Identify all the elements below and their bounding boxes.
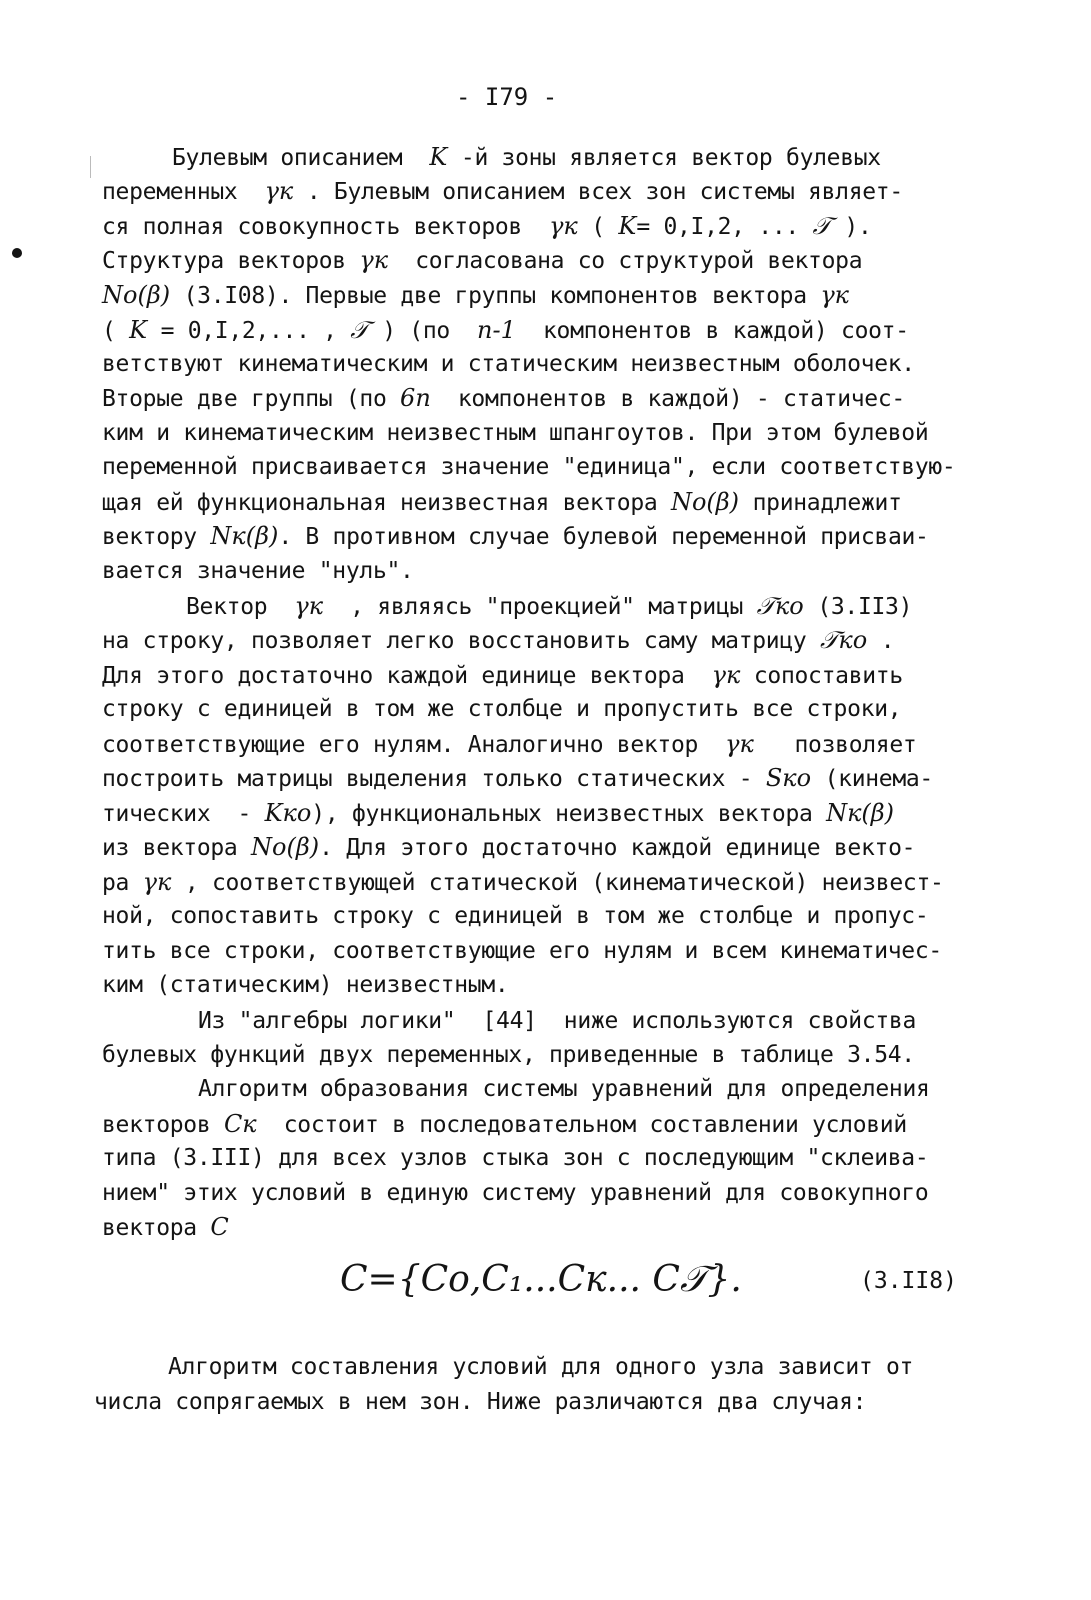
handwritten-symbol: γк (142, 868, 172, 896)
handwritten-symbol: C (210, 1213, 229, 1241)
text-line (102, 450, 955, 484)
text-line (102, 899, 928, 933)
text-run: строку с единицей в том же столбце и пропустить все строки, (102, 696, 902, 722)
text-line (102, 243, 862, 278)
text-run: Булевым описанием (172, 145, 430, 171)
text-line (102, 968, 508, 1002)
text-run: Вторые две группы (по (102, 386, 401, 412)
text-run: тических - (102, 801, 265, 827)
text-run: позволяет (753, 732, 917, 758)
text-line (102, 796, 894, 831)
text-line (102, 1038, 915, 1072)
text-run: Алгоритм составления условий для одного узла зависит от (168, 1354, 914, 1380)
text-run: ким (статическим) неизвестным. (102, 972, 509, 998)
text-line (94, 1385, 866, 1419)
handwritten-symbol: Sко (765, 764, 812, 792)
text-run: на строку, позволяет легко восстановить саму матрицу (102, 628, 821, 654)
text-run: состоит в последовательном составлении условий (256, 1112, 907, 1138)
text-run: ветствуют кинематическим и статическим неизвестным оболочек. (102, 351, 915, 377)
handwritten-symbol: Nо(β) (251, 833, 320, 861)
handwritten-symbol: n-1 (477, 316, 516, 344)
page-number: - I79 - (456, 83, 558, 111)
text-run: тить все строки, соответствующие его нулям и всем кинематичес- (102, 938, 942, 964)
text-run: компонентов в каждой) соот- (515, 318, 909, 344)
text-run: . (867, 628, 895, 654)
text-run: переменной присваивается значение "единица", если соответствую- (102, 454, 956, 480)
text-run: ). (830, 214, 872, 240)
text-run: ниже используются свойства (536, 1008, 917, 1034)
handwritten-symbol: Nо(β) (670, 488, 740, 516)
text-line (102, 381, 905, 416)
text-run: щая ей функциональная неизвестная вектора (102, 490, 671, 516)
handwritten-symbol: 𝒯ко (820, 626, 868, 654)
handwritten-symbol: Nк(β) (826, 799, 895, 827)
text-run: построить матрицы выделения только статических - (102, 766, 766, 792)
text-run: [44] (482, 1008, 537, 1034)
handwritten-symbol: K (618, 212, 637, 240)
text-run: . В противном случае булевой переменной присваи- (278, 524, 929, 550)
text-line (102, 485, 902, 520)
text-line (102, 347, 915, 381)
text-line (168, 1350, 913, 1384)
text-run: Вектор (186, 594, 295, 620)
equation-3-118: C={Cо,C₁...Cк... C𝒯}. (340, 1259, 742, 1300)
text-run: ), функциональных неизвестных вектора (311, 801, 827, 827)
text-run: = 0,I,2,... , (147, 318, 351, 344)
text-line (102, 1210, 229, 1245)
handwritten-symbol: Nк(β) (210, 522, 279, 550)
text-line (102, 934, 942, 968)
handwritten-symbol: Cк (223, 1110, 257, 1138)
text-run: вектору (102, 524, 211, 550)
text-line (102, 865, 944, 900)
text-line (102, 1141, 928, 1175)
text-line (102, 727, 916, 762)
handwritten-symbol: Nо(β) (102, 281, 171, 309)
text-line (102, 278, 849, 313)
text-run: булевых функций двух переменных, приведенные в таблице 3.54. (102, 1042, 915, 1068)
handwritten-symbol: Kко (264, 799, 312, 827)
handwritten-symbol: 𝒯 (350, 316, 369, 344)
text-run: = 0,I,2, ... (636, 214, 813, 240)
text-line (102, 416, 928, 450)
text-line (198, 1072, 930, 1106)
text-line (102, 1176, 928, 1210)
text-run: Алгоритм образования системы уравнений для определения (198, 1076, 930, 1102)
text-run: нием" этих условий в единую систему уравнений для совокупного (102, 1180, 929, 1206)
handwritten-symbol: 𝒯ко (756, 592, 804, 620)
equation-number: (3.II8) (860, 1268, 957, 1294)
text-line (186, 589, 912, 624)
text-run: компонентов в каждой) - статичес- (430, 386, 905, 412)
text-line (102, 209, 872, 244)
text-run: ким и кинематическим неизвестным шпангоутов. При этом булевой (102, 420, 929, 446)
text-line (102, 761, 933, 796)
text-run: вается значение "нуль". (102, 558, 414, 584)
text-run: . Для этого достаточно каждой единице векто- (319, 835, 916, 861)
handwritten-symbol: 𝒯 (812, 212, 831, 240)
text-run: из вектора (102, 835, 252, 861)
text-line (102, 692, 901, 726)
text-run: ной, сопоставить строку с единицей в том же столбце и пропус- (102, 903, 929, 929)
handwritten-symbol: K (429, 143, 448, 171)
text-run: Для этого достаточно каждой единице вектора (102, 663, 712, 689)
text-run: Структура векторов (102, 248, 360, 274)
text-run: сопоставить (740, 663, 903, 689)
text-run: (3.I08). Первые две группы компонентов вектора (170, 283, 821, 309)
text-line (102, 1107, 907, 1142)
text-line (172, 140, 881, 175)
text-run: типа (3.III) для всех узлов стыка зон с последующим "склеива- (102, 1145, 929, 1171)
text-run: ( (102, 318, 130, 344)
margin-dot (12, 248, 22, 258)
text-line (102, 174, 903, 209)
text-line (102, 623, 894, 658)
handwritten-symbol: 6n (400, 384, 431, 412)
text-run: соответствующие его нулям. Аналогично вектор (102, 732, 726, 758)
text-run: , соответствующей статической (кинематической) неизвест- (171, 870, 944, 896)
text-run: (кинема- (811, 766, 933, 792)
text-run: ) (по (368, 318, 478, 344)
text-line (102, 519, 929, 554)
text-line (102, 554, 414, 588)
text-run: (3.II3) (803, 594, 913, 620)
handwritten-symbol: γк (549, 212, 578, 240)
handwritten-symbol: γк (264, 177, 294, 205)
handwritten-symbol: γк (711, 661, 741, 689)
text-run: принадлежит (739, 490, 902, 516)
handwritten-symbol: K (129, 316, 148, 344)
text-line (102, 830, 915, 865)
text-run: числа сопрягаемых в нем зон. Ниже различаются два случая: (94, 1389, 867, 1415)
handwritten-symbol: γк (359, 246, 389, 274)
text-run: -й зоны является вектор булевых (447, 145, 881, 171)
handwritten-symbol: γк (725, 730, 754, 758)
margin-tick (90, 156, 91, 178)
handwritten-symbol: γк (294, 592, 324, 620)
text-run: , являясь "проекцией" матрицы (323, 594, 757, 620)
text-run: . Булевым описанием всех зон системы являет- (293, 179, 903, 205)
text-run: согласована со структурой вектора (388, 248, 863, 274)
text-line (102, 313, 909, 348)
text-run: ( (577, 214, 619, 240)
text-line (198, 1004, 916, 1038)
text-run: переменных (102, 179, 265, 205)
text-line (102, 658, 903, 693)
text-run: вектора (102, 1215, 211, 1241)
text-run: ся полная совокупность векторов (102, 214, 550, 240)
text-run: Из "алгебры логики" (198, 1008, 483, 1034)
handwritten-symbol: γк (820, 281, 850, 309)
text-run: векторов (102, 1112, 224, 1138)
text-run: ра (102, 870, 143, 896)
